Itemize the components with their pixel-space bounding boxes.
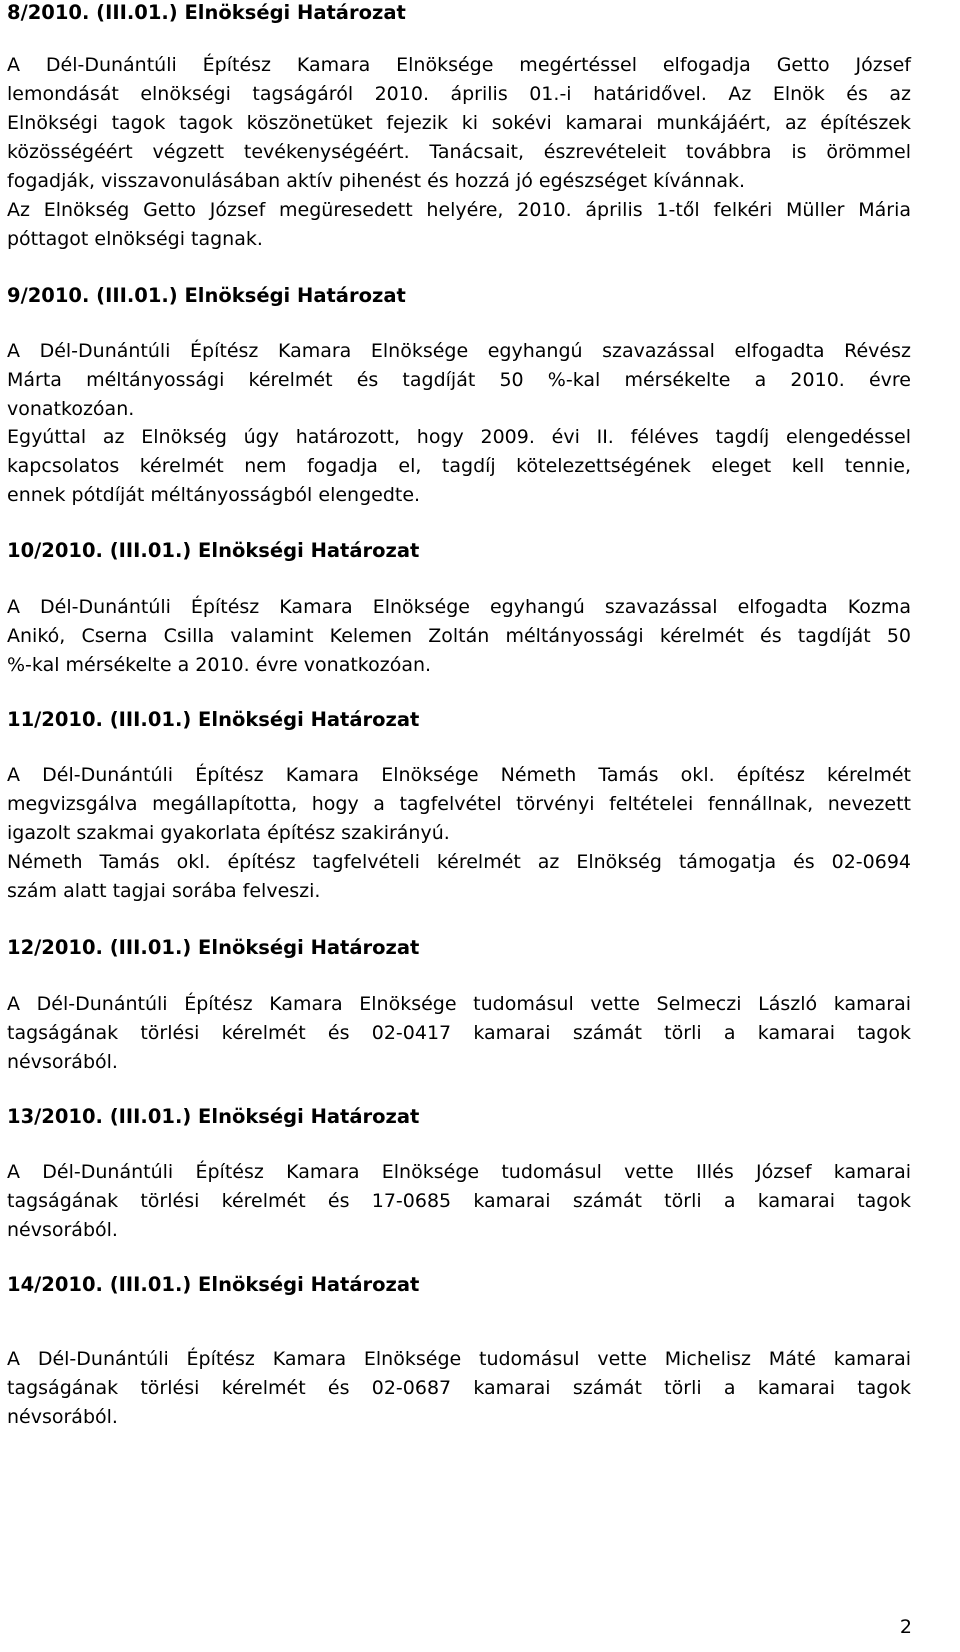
resolution-heading-14: 14/2010. (III.01.) Elnökségi Határozat xyxy=(7,1273,420,1296)
text-line: névsorából. xyxy=(7,1219,118,1241)
resolution-10-paragraph-1 xyxy=(7,593,911,680)
text-line: Márta méltányossági kérelmét és tagdíját 50 %-kal mérsékelte a 2010. évre xyxy=(7,369,911,391)
resolution-heading-11: 11/2010. (III.01.) Elnökségi Határozat xyxy=(7,708,420,731)
text-line: vonatkozóan. xyxy=(7,398,135,420)
resolution-heading-12: 12/2010. (III.01.) Elnökségi Határozat xyxy=(7,936,420,959)
text-line: névsorából. xyxy=(7,1051,118,1073)
text-line: Németh Tamás okl. építész tagfelvételi kérelmét az Elnökség támogatja és 02-0694 xyxy=(7,851,911,873)
resolution-13-paragraph-1 xyxy=(7,1158,911,1245)
resolution-11-paragraph-1 xyxy=(7,761,911,848)
text-line: kapcsolatos kérelmét nem fogadja el, tagdíj kötelezettségének eleget kell tennie, xyxy=(7,455,911,477)
text-line: A Dél-Dunántúli Építész Kamara Elnöksége megértéssel elfogadja Getto József xyxy=(7,54,911,76)
text-line: tagságának törlési kérelmét és 17-0685 kamarai számát törli a kamarai tagok xyxy=(7,1190,911,1212)
text-line: szám alatt tagjai sorába felveszi. xyxy=(7,880,321,902)
resolution-heading-10: 10/2010. (III.01.) Elnökségi Határozat xyxy=(7,539,420,562)
resolution-8-paragraph-1 xyxy=(7,51,911,196)
resolution-heading-13: 13/2010. (III.01.) Elnökségi Határozat xyxy=(7,1105,420,1128)
text-line: Anikó, Cserna Csilla valamint Kelemen Zoltán méltányossági kérelmét és tagdíját 50 xyxy=(7,625,911,647)
text-line: megvizsgálva megállapította, hogy a tagfelvétel törvényi feltételei fennállnak, nevezett xyxy=(7,793,911,815)
text-line: igazolt szakmai gyakorlata építész szakirányú. xyxy=(7,822,450,844)
text-line: tagságának törlési kérelmét és 02-0417 kamarai számát törli a kamarai tagok xyxy=(7,1022,911,1044)
text-line: tagságának törlési kérelmét és 02-0687 kamarai számát törli a kamarai tagok xyxy=(7,1377,911,1399)
text-line: A Dél-Dunántúli Építész Kamara Elnöksége tudomásul vette Selmeczi László kamarai xyxy=(7,993,911,1015)
resolution-11-paragraph-2 xyxy=(7,848,911,906)
resolution-heading-8: 8/2010. (III.01.) Elnökségi Határozat xyxy=(7,1,406,24)
resolution-14-paragraph-1 xyxy=(7,1345,911,1432)
resolution-8-paragraph-2 xyxy=(7,196,911,254)
text-line: Egyúttal az Elnökség úgy határozott, hogy 2009. évi II. féléves tagdíj elengedéssel xyxy=(7,426,911,448)
text-line: ennek pótdíját méltányosságból elengedte. xyxy=(7,484,421,506)
text-line: közösségéért végzett tevékenységéért. Tanácsait, észrevételeit továbbra is örömmel xyxy=(7,141,911,163)
text-line: póttagot elnökségi tagnak. xyxy=(7,228,263,250)
page-number: 2 xyxy=(899,1616,912,1638)
text-line: Az Elnökség Getto József megüresedett helyére, 2010. április 1-től felkéri Müller Mária xyxy=(7,199,911,221)
text-line: fogadják, visszavonulásában aktív pihenést és hozzá jó egészséget kívánnak. xyxy=(7,170,746,192)
resolution-heading-9: 9/2010. (III.01.) Elnökségi Határozat xyxy=(7,284,406,307)
text-line: Elnökségi tagok tagok köszönetüket fejezik ki sokévi kamarai munkájáért, az építészek xyxy=(7,112,911,134)
resolution-9-paragraph-1 xyxy=(7,337,911,424)
text-line: A Dél-Dunántúli Építész Kamara Elnöksége Németh Tamás okl. építész kérelmét xyxy=(7,764,911,786)
text-line: A Dél-Dunántúli Építész Kamara Elnöksége tudomásul vette Michelisz Máté kamarai xyxy=(7,1348,911,1370)
text-line: névsorából. xyxy=(7,1406,118,1428)
text-line: A Dél-Dunántúli Építész Kamara Elnöksége egyhangú szavazással elfogadta Révész xyxy=(7,340,911,362)
text-line: A Dél-Dunántúli Építész Kamara Elnöksége egyhangú szavazással elfogadta Kozma xyxy=(7,596,911,618)
resolution-9-paragraph-2 xyxy=(7,423,911,510)
text-line: A Dél-Dunántúli Építész Kamara Elnöksége tudomásul vette Illés József kamarai xyxy=(7,1161,911,1183)
text-line: lemondását elnökségi tagságáról 2010. április 01.-i határidővel. Az Elnök és az xyxy=(7,83,911,105)
text-line: %-kal mérsékelte a 2010. évre vonatkozóan. xyxy=(7,654,432,676)
resolution-12-paragraph-1 xyxy=(7,990,911,1077)
